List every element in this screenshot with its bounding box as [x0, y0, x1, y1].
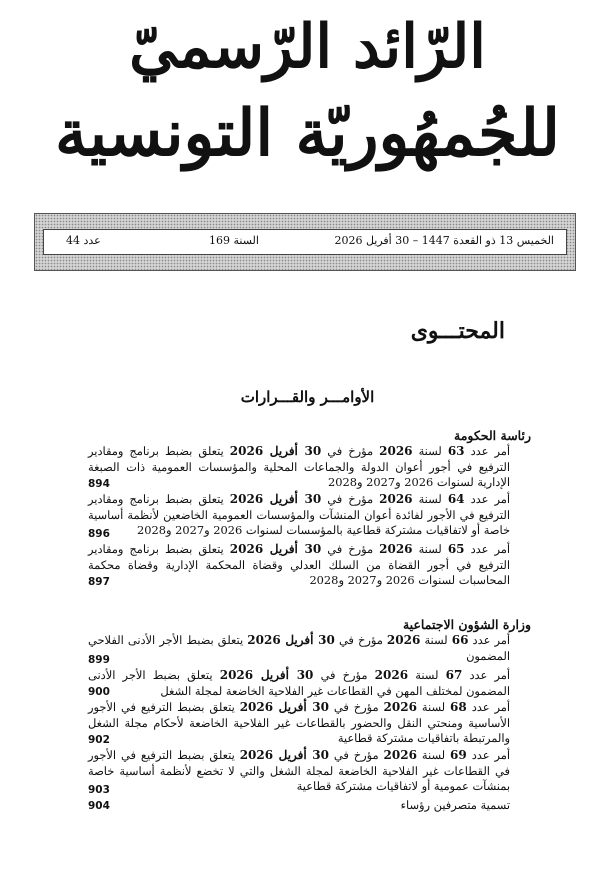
toc-page-number: 900: [88, 686, 110, 698]
toc-page-number: 903: [88, 784, 110, 796]
toc-page-number: 902: [88, 734, 110, 746]
toc-entry[interactable]: أمر عدد 64 لسنة 2026 مؤرخ في 30 أفريل 2026 يتعلق بضبط برنامج ومقادير الترفيع في الأجور لفائدة أعوان المنشآت والمؤسسات العمومية الخاضعين لأنظمة أساسية خاصة أو لاتفاقيات مشتركة قطاعية بالمؤسسات لسنوات 2026 و2027 و2028: [88, 492, 511, 537]
toc-page-number: 897: [88, 576, 110, 588]
contents-title: المحتـــوى: [410, 318, 505, 344]
toc-page-number: 894: [88, 478, 110, 490]
toc-entry[interactable]: أمر عدد 69 لسنة 2026 مؤرخ في 30 أفريل 2026 يتعلق بضبط الترفيع في الأجور في القطاعات غير الفلاحية الخاضعة لمجلة الشغل والتي لا تخضع لأنظمة أساسية خاصة بمنشآت عمومية أو لاتفاقيات مشتركة قطاعية: [88, 748, 511, 793]
toc-entry[interactable]: أمر عدد 65 لسنة 2026 مؤرخ في 30 أفريل 2026 يتعلق بضبط برنامج ومقادير الترفيع في أجور القضاة من السلك العدلي وقضاة المحكمة الإدارية وقضاة محكمة المحاسبات لسنوات 2026 و2027 و2028: [88, 542, 511, 587]
section-title-presidency: رئاسة الحكومة: [454, 428, 531, 443]
toc-entry[interactable]: أمر عدد 68 لسنة 2026 مؤرخ في 30 أفريل 2026 يتعلق بضبط الترفيع في الأجور الأساسية ومنحتي النقل والحضور بالقطاعات غير الفلاحية الخاضعة لأحكام مجلة الشغل والمرتبطة باتفاقيات مشتركة قطاعية: [88, 700, 511, 745]
section-title-social-affairs: وزارة الشؤون الاجتماعية: [402, 617, 531, 632]
issue-info-box: [43, 229, 567, 255]
masthead-title-line2: للجُمهُوريّة التونسية: [54, 96, 561, 171]
issue-number: عدد 44: [66, 234, 101, 247]
issue-date: الخميس 13 ذو القعدة 1447 – 30 أفريل 2026: [334, 234, 554, 247]
toc-page-number: 896: [88, 528, 110, 540]
masthead-title-line1: الرّائد الرّسميّ: [129, 12, 486, 82]
toc-entry[interactable]: تسمية متصرفين رؤساء: [400, 798, 510, 812]
issue-info-band: [34, 213, 576, 271]
toc-page-number: 899: [88, 654, 110, 666]
decrees-heading: الأوامـــر والقـــرارات: [240, 388, 375, 406]
toc-page-number: 904: [88, 800, 110, 812]
masthead: [0, 8, 615, 176]
toc-entry[interactable]: أمر عدد 67 لسنة 2026 مؤرخ في 30 أفريل 2026 يتعلق بضبط الأجر الأدنى المضمون لمختلف المهن في القطاعات غير الفلاحية الخاضعة لمجلة الشغل: [88, 668, 511, 698]
toc-entry[interactable]: أمر عدد 63 لسنة 2026 مؤرخ في 30 أفريل 2026 يتعلق بضبط برنامج ومقادير الترفيع في أجور أعوان الدولة والجماعات المحلية والمؤسسات العمومية ذات الصبغة الإدارية لسنوات 2026 و2027 و2028: [88, 444, 511, 489]
issue-year: السنة 169: [209, 234, 259, 247]
toc-entry[interactable]: أمر عدد 66 لسنة 2026 مؤرخ في 30 أفريل 2026 يتعلق بضبط الأجر الأدنى الفلاحي المضمون: [88, 633, 511, 663]
